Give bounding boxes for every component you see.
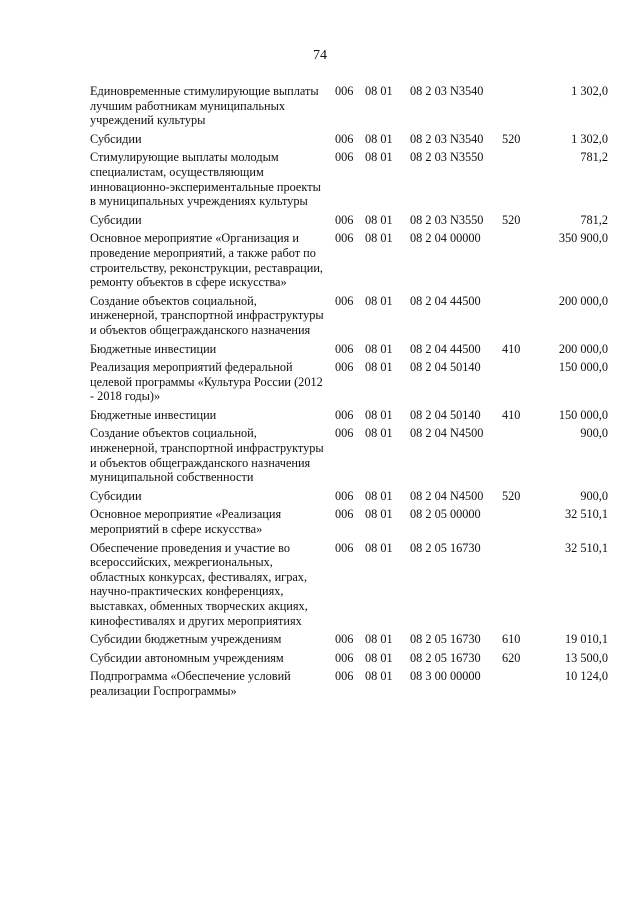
ministry-code: 006 — [335, 84, 354, 98]
amount: 900,0 — [580, 426, 608, 441]
ministry-code: 006 — [335, 669, 354, 684]
table-row — [90, 669, 608, 702]
target-article-code: 08 2 05 00000 — [410, 507, 481, 522]
expense-type-code: 610 — [502, 632, 521, 647]
target-article-code: 08 2 03 N3550 — [410, 150, 484, 165]
target-article-code: 08 2 05 16730 — [410, 632, 481, 647]
target-article-code: 08 2 04 50140 — [410, 360, 481, 375]
ministry-code: 006 — [335, 150, 354, 165]
target-article-code: 08 3 00 00000 — [410, 669, 481, 684]
table-row — [90, 489, 608, 508]
table-row — [90, 426, 608, 488]
ministry-code: 006 — [335, 360, 354, 375]
expense-type-code: 520 — [502, 488, 521, 503]
ministry-code: 006 — [335, 632, 354, 647]
ministry-code: 006 — [335, 540, 354, 555]
ministry-code: 006 — [335, 507, 354, 522]
table-row — [90, 507, 608, 540]
table-row — [90, 150, 608, 212]
section-code: 08 01 — [365, 632, 393, 647]
table-row — [90, 342, 608, 361]
table-row — [90, 541, 608, 633]
amount: 10 124,0 — [564, 669, 608, 684]
target-article-code: 08 2 03 N3550 — [410, 212, 484, 227]
table-row — [90, 360, 608, 408]
amount: 1 302,0 — [571, 84, 608, 98]
amount: 200 000,0 — [558, 293, 608, 308]
expense-type-code — [502, 507, 537, 540]
target-article-code: 08 2 05 16730 — [410, 650, 481, 665]
item-name: Реализация мероприятий федеральной целевой программы «Культура России (2012 - 2018 годы)» — [90, 360, 323, 404]
amount: 19 010,1 — [564, 632, 608, 647]
section-code: 08 01 — [365, 293, 393, 308]
item-name: Субсидии бюджетным учреждениям — [90, 632, 282, 647]
amount: 150 000,0 — [558, 360, 608, 375]
expense-type-code — [502, 150, 537, 212]
target-article-code: 08 2 04 N4500 — [410, 488, 484, 503]
table-row — [90, 84, 608, 132]
section-code: 08 01 — [365, 488, 393, 503]
table-row — [90, 294, 608, 342]
amount: 900,0 — [580, 488, 608, 503]
section-code: 08 01 — [365, 407, 393, 422]
ministry-code: 006 — [335, 293, 354, 308]
section-code: 08 01 — [365, 231, 393, 246]
item-name: Основное мероприятие «Организация и проведение мероприятий, а также работ по строительству, реконструкции, реставрации, ремонту объектов в сфере искусства» — [90, 231, 323, 290]
section-code: 08 01 — [365, 507, 393, 522]
table-row — [90, 632, 608, 651]
amount: 350 900,0 — [558, 231, 608, 246]
item-name: Создание объектов социальной, инженерной, транспортной инфраструктуры и объектов общегражданского назначения — [90, 293, 324, 337]
target-article-code: 08 2 05 16730 — [410, 540, 481, 555]
target-article-code: 08 2 03 N3540 — [410, 84, 484, 98]
item-name: Субсидии — [90, 212, 142, 227]
expense-type-code — [502, 231, 537, 293]
table-row — [90, 651, 608, 670]
amount: 781,2 — [580, 212, 608, 227]
expense-type-code: 620 — [502, 650, 521, 665]
amount: 1 302,0 — [571, 131, 608, 146]
expense-type-code: 410 — [502, 341, 521, 356]
item-name: Подпрограмма «Обеспечение условий реализации Госпрограммы» — [90, 669, 291, 698]
target-article-code: 08 2 03 N3540 — [410, 131, 484, 146]
target-article-code: 08 2 04 00000 — [410, 231, 481, 246]
item-name: Единовременные стимулирующие выплаты лучшим работникам муниципальных учреждений культуры — [90, 84, 319, 128]
section-code: 08 01 — [365, 84, 393, 98]
expense-type-code: 410 — [502, 407, 521, 422]
ministry-code: 006 — [335, 131, 354, 146]
amount: 32 510,1 — [564, 507, 608, 522]
section-code: 08 01 — [365, 212, 393, 227]
item-name: Бюджетные инвестиции — [90, 341, 217, 356]
table-row — [90, 213, 608, 232]
amount: 13 500,0 — [564, 650, 608, 665]
ministry-code: 006 — [335, 426, 354, 441]
expense-type-code: 520 — [502, 212, 521, 227]
item-name: Стимулирующие выплаты молодым специалистам, осуществляющим инновационно-экспериментальные проекты в муниципальных учреждениях культуры — [90, 150, 321, 209]
section-code: 08 01 — [365, 150, 393, 165]
item-name: Субсидии — [90, 131, 142, 146]
amount: 150 000,0 — [558, 407, 608, 422]
expense-type-code — [502, 669, 537, 702]
amount: 781,2 — [580, 150, 608, 165]
item-name: Субсидии автономным учреждениям — [90, 650, 284, 665]
ministry-code: 006 — [335, 407, 354, 422]
section-code: 08 01 — [365, 540, 393, 555]
table-row — [90, 132, 608, 151]
section-code: 08 01 — [365, 360, 393, 375]
section-code: 08 01 — [365, 131, 393, 146]
item-name: Субсидии — [90, 488, 142, 503]
item-name: Обеспечение проведения и участие во всероссийских, межрегиональных, областных конкурсах, фестивалях, играх, научно-практических конференциях, выставках, обменных творческих акциях, кинофестивалях и других мероприятиях — [90, 540, 308, 628]
target-article-code: 08 2 04 50140 — [410, 407, 481, 422]
expense-type-code: 520 — [502, 131, 521, 146]
ministry-code: 006 — [335, 341, 354, 356]
target-article-code: 08 2 04 N4500 — [410, 426, 484, 441]
item-name: Бюджетные инвестиции — [90, 407, 217, 422]
item-name: Создание объектов социальной, инженерной, транспортной инфраструктуры и объектов общегражданского назначения муниципальной собственности — [90, 426, 324, 485]
item-name: Основное мероприятие «Реализация мероприятий в сфере искусства» — [90, 507, 282, 537]
budget-table — [90, 84, 608, 703]
amount: 32 510,1 — [564, 540, 608, 555]
budget-table-body — [90, 84, 608, 703]
section-code: 08 01 — [365, 341, 393, 356]
target-article-code: 08 2 04 44500 — [410, 293, 481, 308]
ministry-code: 006 — [335, 231, 354, 246]
target-article-code: 08 2 04 44500 — [410, 341, 481, 356]
table-row — [90, 408, 608, 427]
expense-type-code — [502, 84, 537, 132]
section-code: 08 01 — [365, 669, 393, 684]
expense-type-code — [502, 294, 537, 342]
expense-type-code — [502, 360, 537, 408]
section-code: 08 01 — [365, 426, 393, 441]
section-code: 08 01 — [365, 650, 393, 665]
ministry-code: 006 — [335, 488, 354, 503]
expense-type-code — [502, 426, 537, 488]
ministry-code: 006 — [335, 212, 354, 227]
ministry-code: 006 — [335, 650, 354, 665]
page-number: 74 — [313, 48, 327, 63]
amount: 200 000,0 — [558, 341, 608, 356]
expense-type-code — [502, 541, 537, 633]
table-row — [90, 231, 608, 293]
